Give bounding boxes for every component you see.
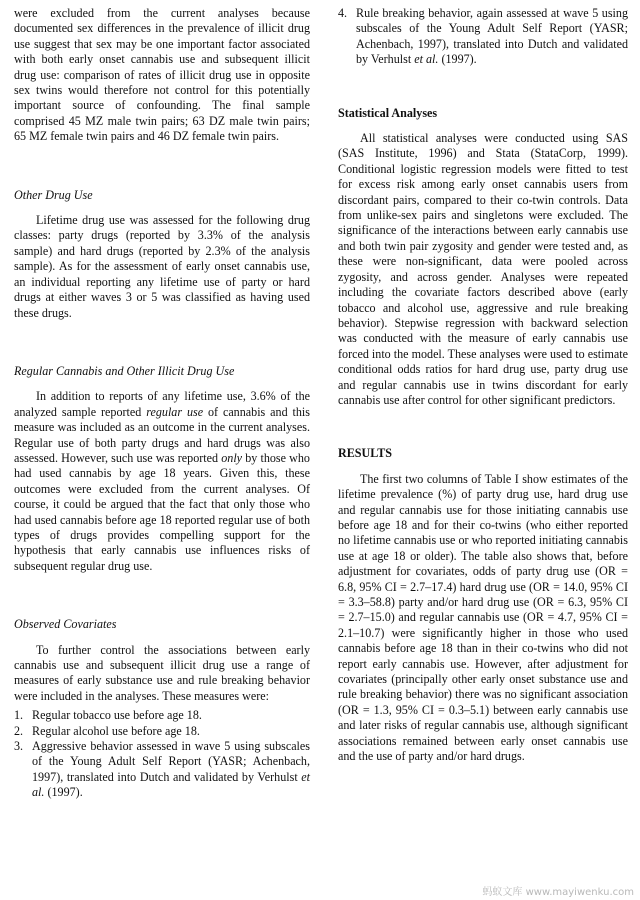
covariates-list-continued	[338, 6, 628, 68]
list-item-number: 1.	[14, 708, 24, 723]
statistical-analyses-paragraph: All statistical analyses were conducted using SAS (SAS Institute, 1996) and Stata (StataCorp, 1999). Conditional logistic regression models were fitted to test for excess risk among early onset cannabis users from discordant pairs, compared to their co-twin controls. Data from unlike-sex pairs and singletons were excluded. The significance of the interactions between early cannabis use and both twin pair zygosity and gender were tested and, as these were non-significant, data were pooled across zygosity, and across gender. Analyses were repeated including the covariate factors described above (early tobacco and alcohol use, aggressive and rule breaking behavior). Stepwise regression with backward selection was conducted with the measure of early cannabis use forced into the model. These analyses were used to estimate conditional odds ratios for hard drug use, party drug use and regular cannabis use in twins discordant for early cannabis use after control for other significant predictors.	[338, 131, 628, 407]
right-column	[338, 6, 628, 764]
observed-covariates-paragraph: To further control the associations between early cannabis use and subsequent illicit drug use a range of measures of early substance use and rule breaking behavior were included in the analyses. These measures were:	[14, 642, 310, 703]
covariates-list	[14, 708, 310, 800]
only-emphasis: only	[221, 450, 243, 465]
list-item	[338, 6, 628, 68]
heading-other-drug-use: Other Drug Use	[14, 187, 93, 202]
watermark: 蚂蚁文库 www.mayiwenku.com	[482, 887, 634, 898]
intro-paragraph: were excluded from the current analyses because documented sex differences in the prevalence of illicit drug use suggest that sex may be one important factor associated with both early onset cannabis use and subsequent illicit drug use: comparison of rates of illicit drug use in opposite sex twins would therefore not control for this potentially important source of confounding. The final sample comprised 45 MZ male twin pairs; 63 DZ male twin pairs; 65 MZ female twin pairs and 46 DZ female twin pairs.	[14, 6, 310, 144]
list-item	[14, 739, 310, 801]
heading-regular-cannabis: Regular Cannabis and Other Illicit Drug Use	[14, 363, 235, 378]
list-item-number: 4.	[338, 6, 348, 20]
regular-cannabis-text-3: by those who had used cannabis by age 18 years. Given this, these outcomes were excluded from the current analyses. Of course, it could be argued that the fact that only those who had used cannabis before age 18 reported regular use of both types of drugs provides compelling support for the hypothesis that early cannabis use influences risks of subsequent regular drug use.	[14, 450, 310, 573]
list-item-number: 2.	[14, 723, 24, 738]
heading-results: RESULTS	[338, 446, 393, 461]
list-item-text-before: Rule breaking behavior, again assessed at wave 5 using subscales of the Young Adult Self Report (YASR; Achenbach, 1997), translated into Dutch and validated by Verhulst	[356, 6, 628, 67]
list-item	[14, 724, 310, 739]
left-column	[14, 6, 310, 801]
list-item-text-after: (1997).	[438, 52, 477, 67]
regular-cannabis-paragraph	[14, 389, 310, 574]
et-al-emphasis: et al.	[414, 52, 439, 67]
regular-use-emphasis: regular use	[146, 404, 204, 419]
results-paragraph: The first two columns of Table I show estimates of the lifetime prevalence (%) of party drug use, hard drug use and regular cannabis use for those initiating cannabis use before age 18 and for their co-twins (who either reported no lifetime cannabis use or who reported initiating cannabis use at age 18 or older). The table also shows that, before adjustment for covariates, odds of party drug use (OR = 6.8, 95% CI = 2.7–17.4) hard drug use (OR = 14.0, 95% CI = 3.3–58.8) party and/or hard drug use (OR = 6.3, 95% CI = 2.7–15.0) and regular cannabis use (OR = 4.7, 95% CI = 2.1–10.7) were significantly higher in those who used cannabis before age 18 than in their co-twins who did not report early cannabis use. However, after adjustment for covariates (principally other early onset substance use and rule breaking behavior) there was no significant association (OR = 1.3, 95% CI = 0.3–5.1) between early cannabis use and later risks of regular cannabis use, although significant associations remained between early onset cannabis use and the use of party and/or hard drugs.	[338, 471, 628, 764]
regular-cannabis-text-2: of cannabis and this measure was included as an outcome in the current analyses. Regular use of both party drugs and hard drugs was also assessed. However, such use was reported	[14, 404, 310, 465]
et-al-emphasis: et al.	[32, 769, 310, 800]
list-item-text-before: Aggressive behavior assessed in wave 5 using subscales of the Young Adult Self Report (YASR; Achenbach, 1997), translated into Dutch and validated by Verhulst	[32, 739, 310, 784]
regular-cannabis-text-1: In addition to reports of any lifetime use, 3.6% of the analyzed sample reported	[14, 389, 310, 419]
heading-observed-covariates: Observed Covariates	[14, 617, 117, 632]
list-item	[14, 708, 310, 723]
heading-statistical-analyses: Statistical Analyses	[338, 105, 438, 120]
list-item-text: Regular tobacco use before age 18.	[32, 708, 202, 723]
list-item-number: 3.	[14, 739, 24, 754]
list-item-text-after: (1997).	[44, 785, 83, 800]
list-item-text: Regular alcohol use before age 18.	[32, 723, 200, 738]
list-item-text	[32, 739, 310, 801]
list-item-text	[356, 6, 628, 68]
other-drug-use-paragraph: Lifetime drug use was assessed for the following drug classes: party drugs (reported by 3.3% of the analysis sample) and hard drugs (reported by 2.3% of the analysis sample). As for the assessment of early onset cannabis use, an individual reporting any lifetime use of party or hard drugs at either waves 3 or 5 was classified as having used these drugs.	[14, 213, 310, 320]
